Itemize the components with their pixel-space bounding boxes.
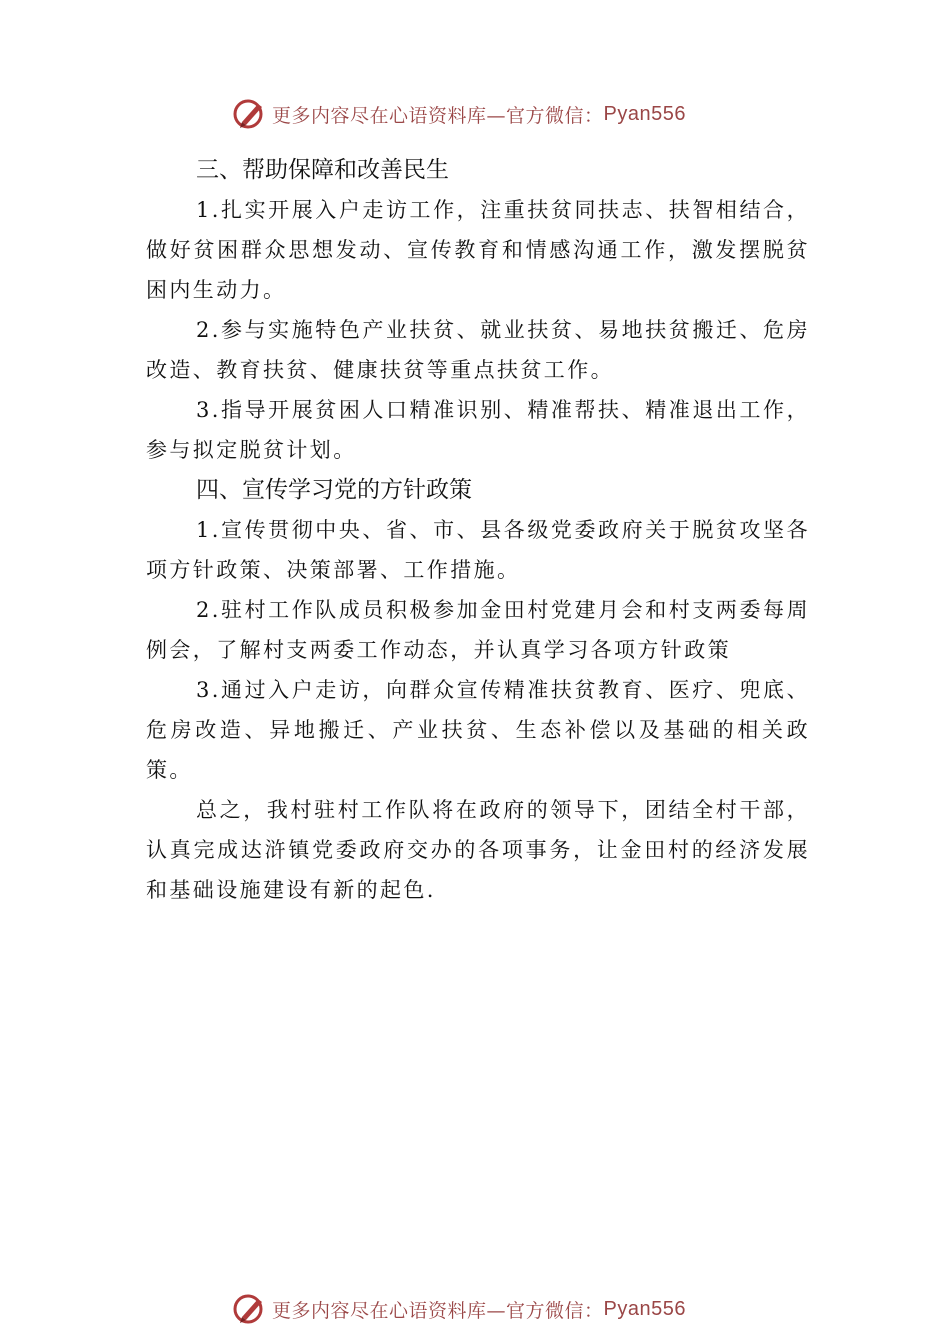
footer-banner <box>232 1291 686 1327</box>
pen-nib-circle-icon <box>232 96 268 132</box>
banner-wechat-id: Pyan556 <box>603 1297 686 1320</box>
section-heading-3: 三、帮助保障和改善民生 <box>196 157 449 183</box>
paragraph: 1.宣传贯彻中央、省、市、县各级党委政府关于脱贫攻坚各项方针政策、决策部署、工作措施。 <box>146 518 810 582</box>
paragraph: 1.扎实开展入户走访工作，注重扶贫同扶志、扶智相结合，做好贫困群众思想发动、宣传教育和情感沟通工作，激发摆脱贫困内生动力。 <box>146 198 810 302</box>
document-body <box>146 150 810 910</box>
paragraph: 3.通过入户走访，向群众宣传精准扶贫教育、医疗、兜底、危房改造、异地搬迁、产业扶贫、生态补偿以及基础的相关政策。 <box>146 678 810 782</box>
paragraph: 2.参与实施特色产业扶贫、就业扶贫、易地扶贫搬迁、危房改造、教育扶贫、健康扶贫等重点扶贫工作。 <box>146 318 810 382</box>
banner-text: 更多内容尽在心语资料库—官方微信： <box>272 1299 604 1322</box>
conclusion-paragraph: 总之，我村驻村工作队将在政府的领导下，团结全村干部，认真完成达浒镇党委政府交办的各项事务，让金田村的经济发展和基础设施建设有新的起色. <box>146 798 810 902</box>
paragraph: 3.指导开展贫困人口精准识别、精准帮扶、精准退出工作，参与拟定脱贫计划。 <box>146 398 810 462</box>
header-banner <box>232 96 686 132</box>
pen-nib-circle-icon <box>232 1291 268 1327</box>
banner-wechat-id: Pyan556 <box>603 102 686 125</box>
section-heading-4: 四、宣传学习党的方针政策 <box>196 477 472 503</box>
paragraph: 2.驻村工作队成员积极参加金田村党建月会和村支两委每周例会，了解村支两委工作动态，并认真学习各项方针政策 <box>146 598 810 662</box>
banner-text: 更多内容尽在心语资料库—官方微信： <box>272 104 604 127</box>
